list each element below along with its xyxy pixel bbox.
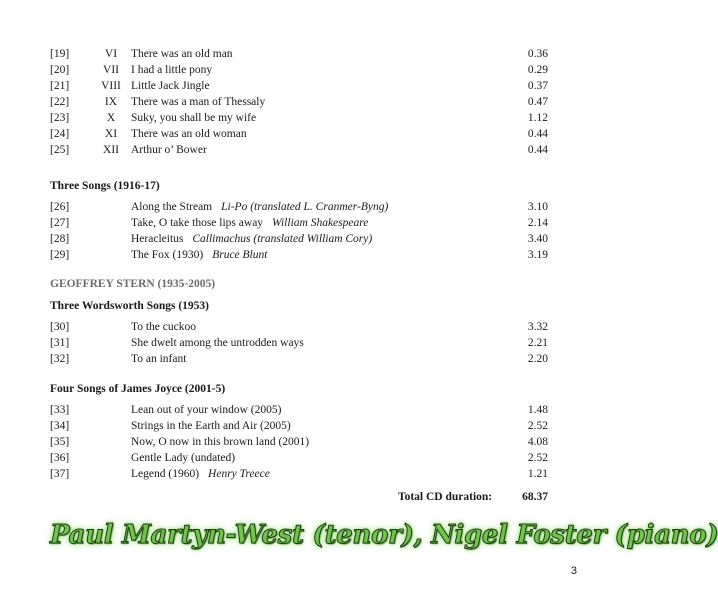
- section-heading: Three Songs (1916-17): [50, 180, 160, 192]
- track-title-text: Take, O take those lips away: [131, 217, 264, 229]
- track-row: [50, 247, 548, 263]
- total-duration: [398, 489, 548, 505]
- track-title: I had a little pony: [131, 64, 213, 76]
- track-title-text: Heracleitus: [131, 233, 184, 245]
- track-number: [30]: [50, 321, 70, 333]
- track-duration: 2.21: [527, 337, 548, 349]
- track-number: [25]: [50, 144, 70, 156]
- track-row: [50, 94, 548, 110]
- track-title: Lean out of your window (2005): [131, 404, 282, 416]
- track-duration: 0.37: [527, 80, 548, 92]
- track-number: [31]: [50, 337, 70, 349]
- track-title: Strings in the Earth and Air (2005): [131, 420, 291, 432]
- track-author: Callimachus (translated William Cory): [192, 233, 373, 245]
- track-row: [50, 402, 548, 418]
- track-row: [50, 46, 548, 62]
- track-title: [131, 215, 368, 231]
- track-row: [50, 110, 548, 126]
- track-duration: 3.19: [527, 249, 548, 261]
- track-number: [33]: [50, 404, 70, 416]
- track-title: Now, O now in this brown land (2001): [131, 436, 310, 448]
- track-number: [27]: [50, 217, 70, 229]
- track-number: [23]: [50, 112, 70, 124]
- track-duration: 0.29: [527, 64, 548, 76]
- page-number: 3: [570, 565, 577, 577]
- track-duration: 3.40: [527, 233, 548, 245]
- track-duration: 1.21: [527, 468, 548, 480]
- track-number: [26]: [50, 201, 70, 213]
- track-roman-numeral: XI: [104, 128, 118, 140]
- track-duration: 2.52: [527, 420, 548, 432]
- track-author: Bruce Blunt: [212, 249, 268, 261]
- track-roman-numeral: XII: [103, 144, 119, 156]
- track-number: [19]: [50, 48, 70, 60]
- track-row: [50, 62, 548, 78]
- track-title: Suky, you shall be my wife: [131, 112, 257, 124]
- track-title: Arthur o’ Bower: [131, 144, 207, 156]
- section-heading: Four Songs of James Joyce (2001-5): [50, 383, 226, 395]
- track-row: [50, 351, 548, 367]
- track-row: [50, 450, 548, 466]
- composer-heading: GEOFFREY STERN (1935-2005): [50, 278, 216, 290]
- track-title: To an infant: [131, 353, 187, 365]
- track-duration: 1.48: [527, 404, 548, 416]
- track-duration: 2.14: [527, 217, 548, 229]
- track-row: [50, 466, 548, 482]
- track-duration: 2.52: [527, 452, 548, 464]
- track-roman-numeral: VIII: [101, 80, 121, 92]
- track-title: To the cuckoo: [131, 321, 196, 333]
- track-duration: 2.20: [527, 353, 548, 365]
- track-title: She dwelt among the untrodden ways: [131, 337, 304, 349]
- track-title: There was an old man: [131, 48, 233, 60]
- track-duration: 0.36: [527, 48, 548, 60]
- track-duration: 0.44: [527, 128, 548, 140]
- track-row: [50, 78, 548, 94]
- section-heading: Three Wordsworth Songs (1953): [50, 300, 209, 312]
- track-author: William Shakespeare: [272, 217, 369, 229]
- track-number: [21]: [50, 80, 70, 92]
- track-title: [131, 466, 270, 482]
- track-roman-numeral: VI: [104, 48, 118, 60]
- track-number: [28]: [50, 233, 70, 245]
- track-number: [24]: [50, 128, 70, 140]
- track-title: [131, 231, 372, 247]
- track-row: [50, 231, 548, 247]
- track-title-text: The Fox (1930): [131, 249, 204, 261]
- track-row: [50, 215, 548, 231]
- track-row: [50, 434, 548, 450]
- track-row: [50, 126, 548, 142]
- track-duration: 1.12: [527, 112, 548, 124]
- track-number: [32]: [50, 353, 70, 365]
- track-row: [50, 199, 548, 215]
- track-duration: 3.10: [527, 201, 548, 213]
- track-author: Li-Po (translated L. Cranmer-Byng): [221, 201, 389, 213]
- track-roman-numeral: X: [106, 112, 116, 124]
- track-title: There was an old woman: [131, 128, 247, 140]
- track-title: [131, 247, 267, 263]
- total-duration-value: 68.37: [522, 491, 548, 503]
- performers-banner: Paul Martyn-West (tenor), Nigel Foster (piano): [50, 520, 718, 550]
- track-title-text: Legend (1960): [131, 468, 200, 480]
- track-title: [131, 199, 388, 215]
- track-row: [50, 335, 548, 351]
- track-row: [50, 319, 548, 335]
- track-duration: 4.08: [527, 436, 548, 448]
- track-duration: 0.47: [527, 96, 548, 108]
- track-number: [22]: [50, 96, 70, 108]
- track-number: [35]: [50, 436, 70, 448]
- track-author: Henry Treece: [208, 468, 270, 480]
- track-number: [37]: [50, 468, 70, 480]
- total-duration-label: Total CD duration:: [397, 491, 493, 503]
- track-number: [29]: [50, 249, 70, 261]
- track-duration: 0.44: [527, 144, 548, 156]
- track-title-text: Along the Stream: [131, 201, 213, 213]
- track-row: [50, 418, 548, 434]
- track-title: Little Jack Jingle: [131, 80, 210, 92]
- track-row: [50, 142, 548, 158]
- track-number: [20]: [50, 64, 70, 76]
- track-roman-numeral: IX: [104, 96, 118, 108]
- track-roman-numeral: VII: [103, 64, 119, 76]
- track-number: [36]: [50, 452, 70, 464]
- track-number: [34]: [50, 420, 70, 432]
- track-title: There was a man of Thessaly: [131, 96, 266, 108]
- track-title: Gentle Lady (undated): [131, 452, 236, 464]
- track-duration: 3.32: [527, 321, 548, 333]
